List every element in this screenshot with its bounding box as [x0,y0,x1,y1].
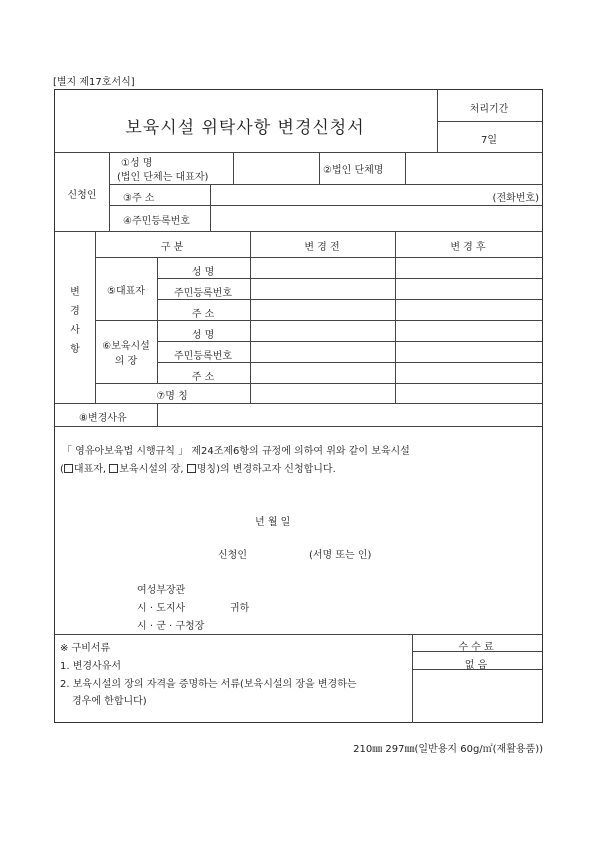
changes-section-char-1: 변 [70,287,80,298]
required-document-1: 1. 변경사유서 [60,661,122,672]
required-document-2: 2. 보육시설의 장의 자격을 증명하는 서류(보육시설의 장을 변경하는 [60,679,357,690]
name-label-note: (법인 단체는 대표자) [117,172,209,183]
recipient-governor: 시 · 도지사 [137,603,186,614]
paper-spec-footer: 210㎜ 297㎜(일반용지 60g/㎡(재활용품)) [353,744,543,755]
required-document-2-cont: 경우에 한합니다) [72,696,147,707]
honorific: 귀하 [230,603,250,614]
address-label: ③주 소 [123,193,155,204]
processing-period-label: 처리기간 [469,104,509,115]
checkbox-representative[interactable] [64,464,73,473]
checkbox-director[interactable] [109,464,118,473]
col-before-header: 변 경 전 [304,242,340,253]
col-category-header: 구 분 [160,242,184,253]
application-form [54,89,543,723]
signature-field: (서명 또는 인) [309,550,372,561]
director-name-label: 성 명 [191,330,215,341]
declaration-line-2: ( 대표자, 보육시설의 장, 명칭)의 변경하고자 신청합니다. [60,464,336,475]
recipient-minister: 여성부장관 [137,585,186,596]
changes-section-char-4: 항 [70,344,80,355]
rep-name-label: 성 명 [191,267,215,278]
rep-address-label: 주 소 [191,309,215,320]
director-resident-label: 주민등록번호 [174,351,232,362]
applicant-section-label: 신청인 [67,190,97,201]
resident-number-label: ④주민등록번호 [123,216,190,227]
facility-name-label: ⑦명 칭 [156,391,188,402]
changes-section-char-3: 사 [70,325,80,336]
processing-period-value: 7일 [480,135,498,146]
director-address-label: 주 소 [191,372,215,383]
recipient-mayor: 시 · 군 · 구청장 [137,621,205,632]
form-number: [별지 제17호서식] [53,77,135,88]
required-documents-header: ※ 구비서류 [60,643,111,654]
changes-section-char-2: 경 [70,306,80,317]
form-title: 보육시설 위탁사항 변경신청서 [125,118,365,138]
col-after-header: 변 경 후 [450,242,486,253]
checkbox-facility-name[interactable] [187,464,196,473]
rep-resident-label: 주민등록번호 [174,288,232,299]
fee-value: 없 음 [464,660,488,671]
application-date: 년 월 일 [255,517,291,528]
applicant-sign-label: 신청인 [218,550,247,561]
declaration-line-1: 「 영유아보육법 시행규칙 」 제24조제6항의 규정에 의하여 위와 같이 보육시설 [62,446,410,457]
director-label: ⑥보육시설 [102,341,150,352]
change-reason-label: ⑧변경사유 [79,413,127,424]
phone-label: (전화번호) [492,193,539,204]
corp-name-label: ②법인 단체명 [323,165,384,176]
director-label-2: 의 장 [114,356,138,367]
fee-label: 수 수 료 [458,642,494,653]
name-label: ①성 명 [121,158,153,169]
representative-label: ⑤대표자 [107,286,145,297]
